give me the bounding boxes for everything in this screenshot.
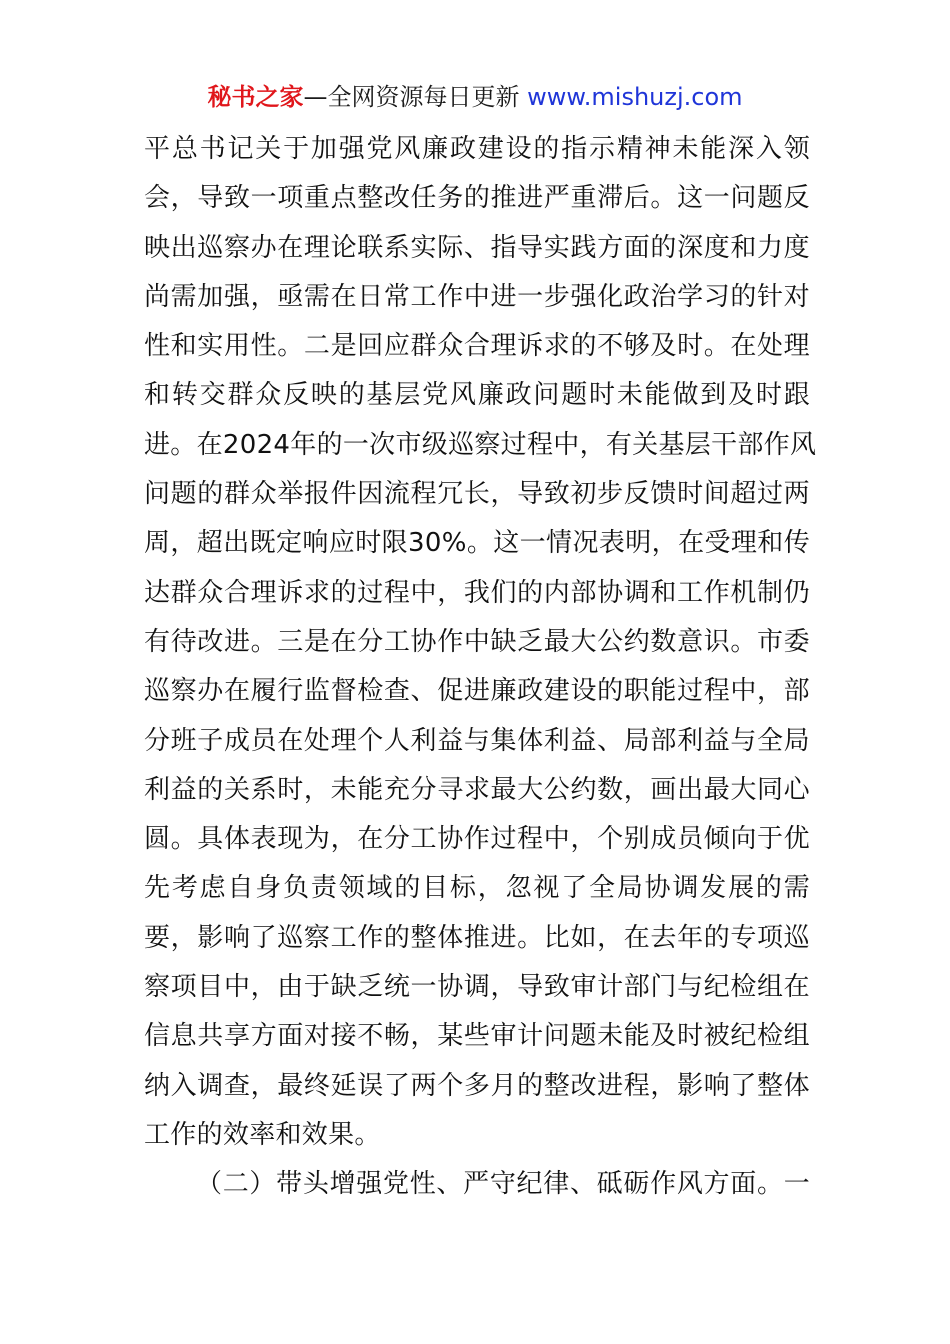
text-line: 和转交群众反映的基层党风廉政问题时未能做到及时跟 <box>144 380 810 411</box>
text-line: 会，导致一项重点整改任务的推进严重滞后。这一问题反 <box>144 183 810 214</box>
site-url-link[interactable]: www.mishuzj.com <box>519 83 743 111</box>
brand-name: 秘书之家 <box>207 83 304 111</box>
text-line: 映出巡察办在理论联系实际、指导实践方面的深度和力度 <box>144 232 810 263</box>
text-line: 进。在2024年的一次市级巡察过程中，有关基层干部作风 <box>144 429 817 460</box>
watermark-header <box>0 80 950 114</box>
document-body <box>144 125 817 1210</box>
text-line: 信息共享方面对接不畅，某些审计问题未能及时被纪检组 <box>144 1021 810 1052</box>
text-line: 先考虑自身负责领域的目标，忽视了全局协调发展的需 <box>144 873 810 904</box>
text-line: 达群众合理诉求的过程中，我们的内部协调和工作机制仍 <box>144 577 810 608</box>
text-line: 平总书记关于加强党风廉政建设的指示精神未能深入领 <box>144 134 810 164</box>
text-line: 要，影响了巡察工作的整体推进。比如，在去年的专项巡 <box>144 922 810 953</box>
paragraph-end-line: 工作的效率和效果。 <box>144 1119 381 1150</box>
text-line: 周，超出既定响应时限30%。这一情况表明，在受理和传 <box>144 528 810 559</box>
text-line: 有待改进。三是在分工协作中缺乏最大公约数意识。市委 <box>144 626 810 657</box>
text-line: 性和实用性。二是回应群众合理诉求的不够及时。在处理 <box>144 331 810 362</box>
section-heading-line: （二）带头增强党性、严守纪律、砥砺作风方面。一 <box>196 1169 810 1200</box>
text-line: 圆。具体表现为，在分工协作过程中，个别成员倾向于优 <box>144 824 810 855</box>
text-line: 纳入调查，最终延误了两个多月的整改进程，影响了整体 <box>144 1070 810 1101</box>
text-line: 利益的关系时，未能充分寻求最大公约数，画出最大同心 <box>144 774 810 805</box>
text-line: 察项目中，由于缺乏统一协调，导致审计部门与纪检组在 <box>144 972 810 1003</box>
text-line: 巡察办在履行监督检查、促进廉政建设的职能过程中，部 <box>144 676 810 707</box>
header-tagline: —全网资源每日更新 <box>303 83 520 111</box>
text-line: 分班子成员在处理个人利益与集体利益、局部利益与全局 <box>144 725 810 756</box>
text-line: 问题的群众举报件因流程冗长，导致初步反馈时间超过两 <box>144 479 810 510</box>
text-line: 尚需加强，亟需在日常工作中进一步强化政治学习的针对 <box>144 281 810 312</box>
